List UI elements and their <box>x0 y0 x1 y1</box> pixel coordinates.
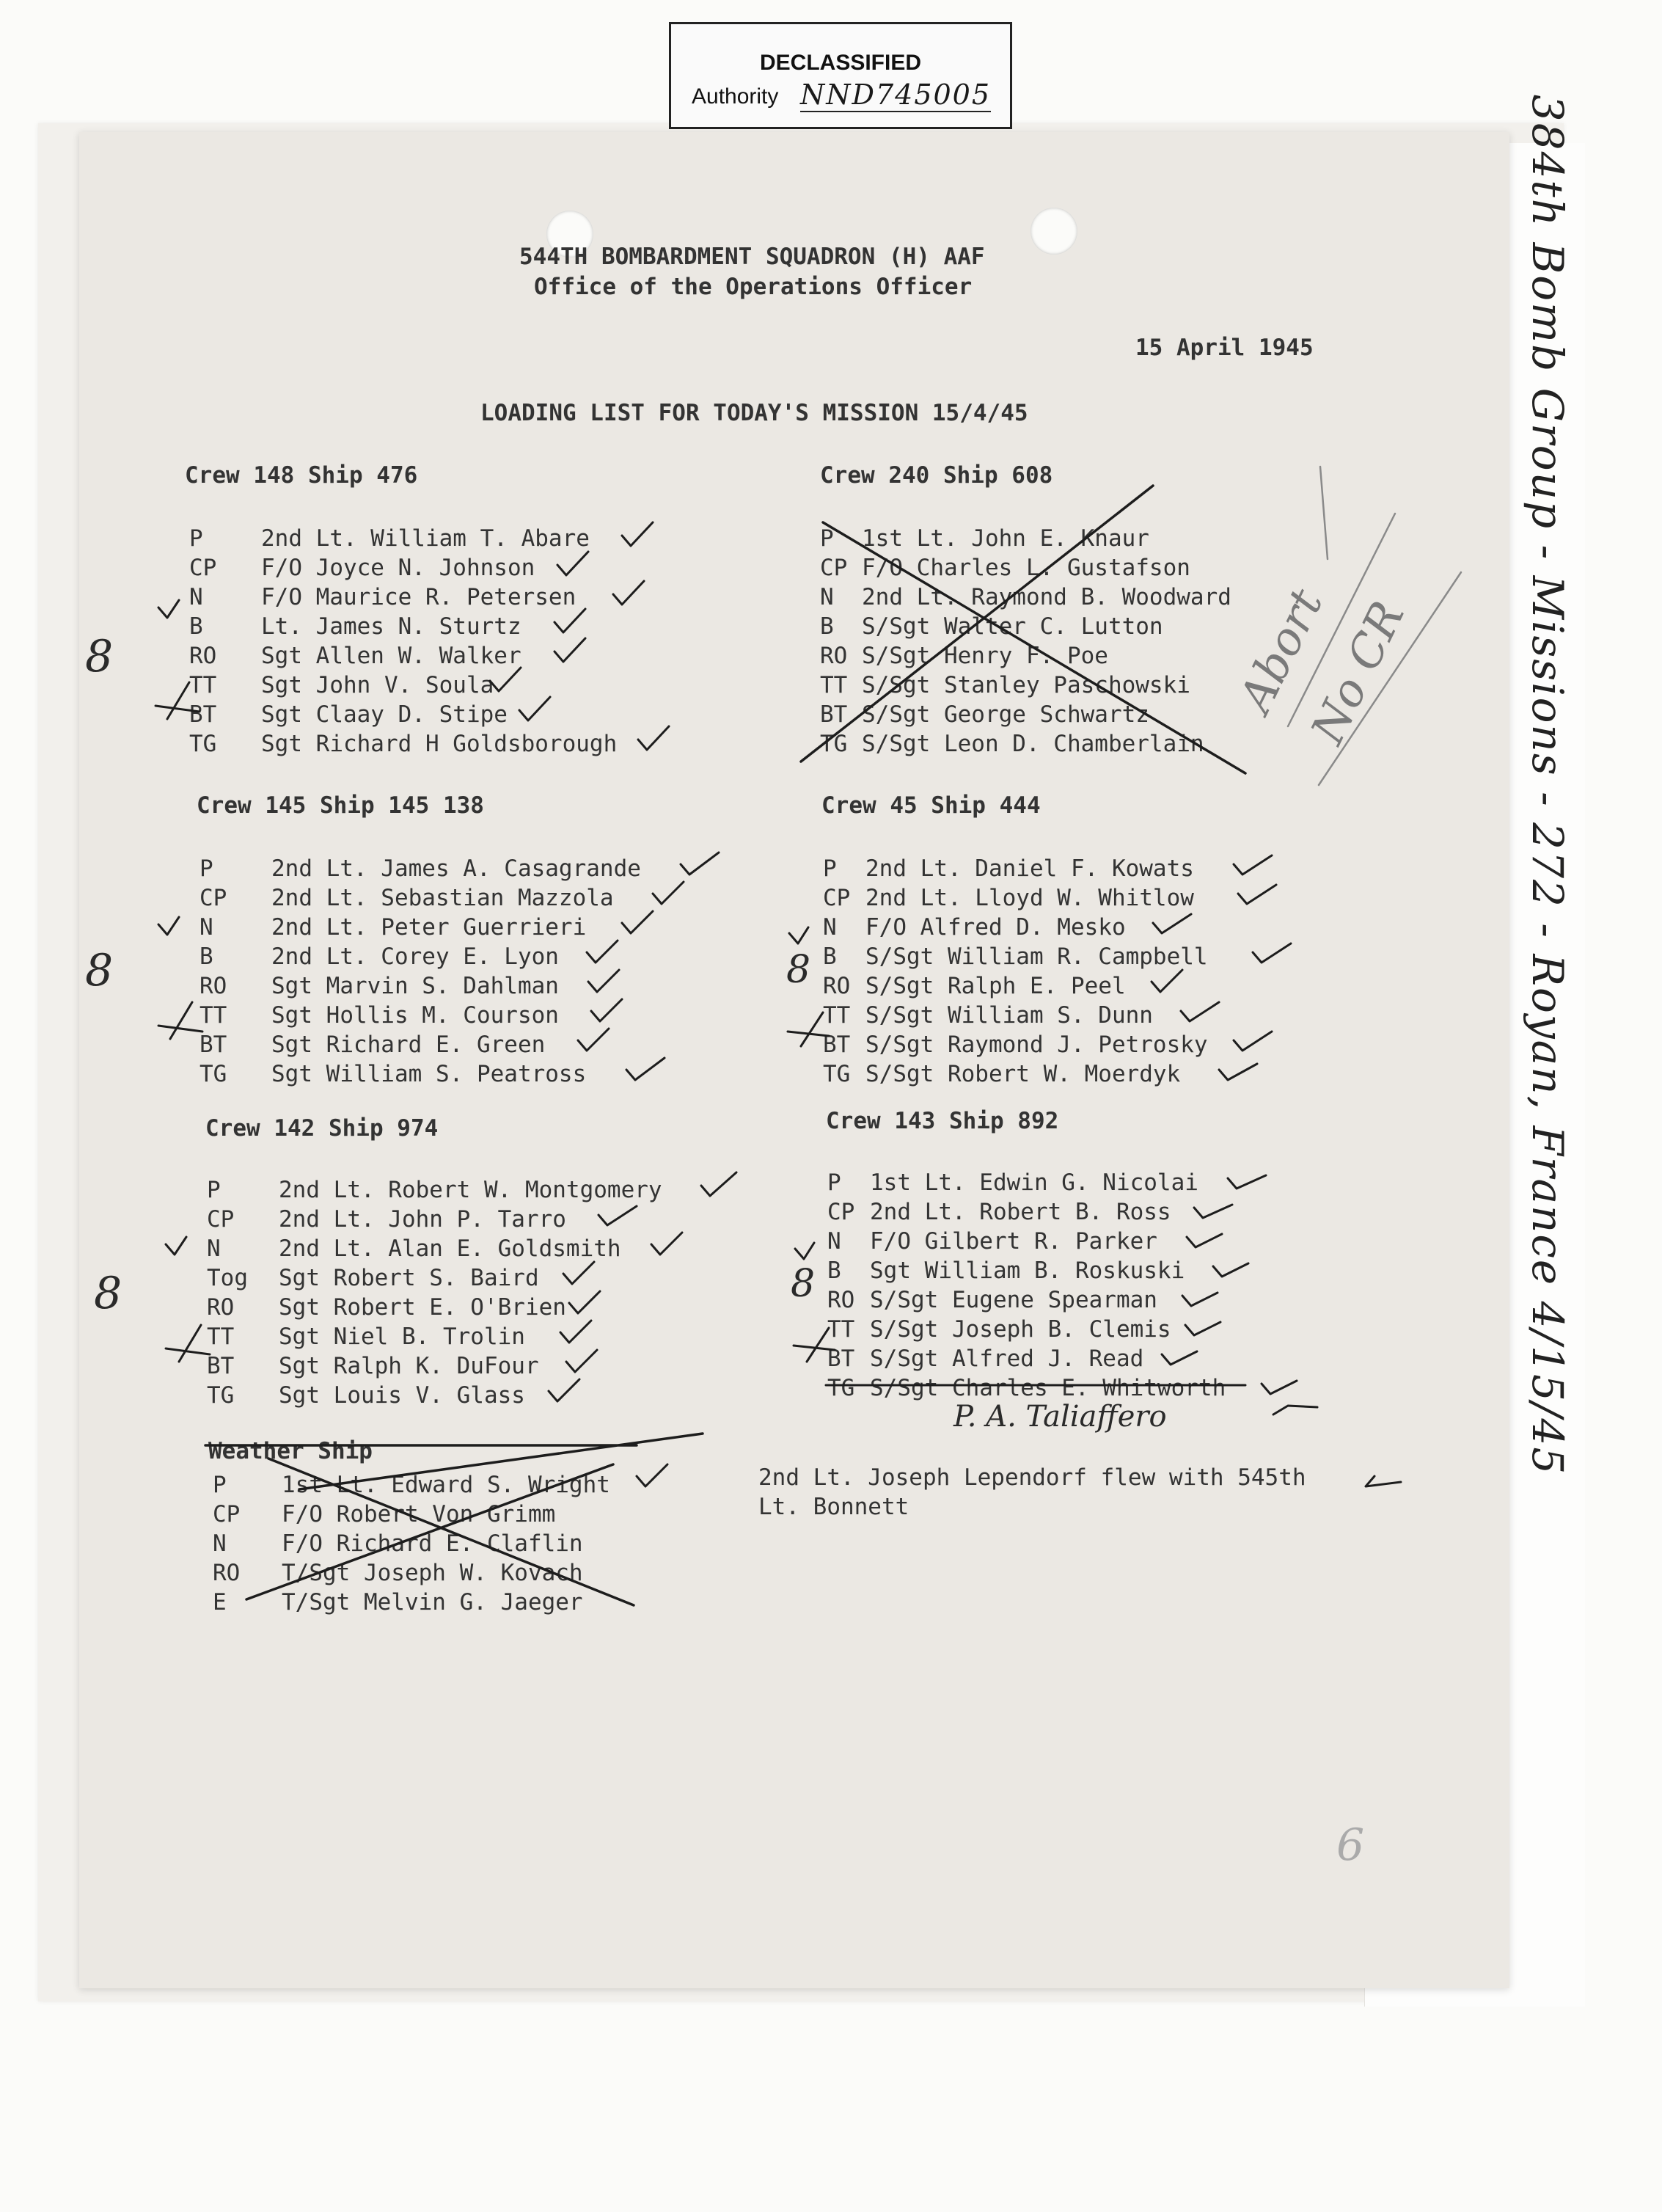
crew-position: TG <box>207 1382 235 1409</box>
crew-position: CP <box>199 885 227 911</box>
crew-member: S/Sgt William R. Campbell <box>865 943 1208 970</box>
crew-position: RO <box>823 973 851 999</box>
crew-position: N <box>207 1235 221 1262</box>
crew-member: S/Sgt Robert W. Moerdyk <box>865 1061 1181 1087</box>
crew-member: Sgt William S. Peatross <box>271 1061 587 1087</box>
crew-member: T/Sgt Joseph W. Kovach <box>282 1560 583 1586</box>
crew-position: CP <box>827 1199 855 1225</box>
count-eight: 8 <box>786 948 811 992</box>
crew-heading: Crew 240 Ship 608 <box>820 462 1053 489</box>
crew-heading: Crew 143 Ship 892 <box>826 1108 1059 1134</box>
crew-position: TG <box>823 1061 851 1087</box>
stamp-title: DECLASSIFIED <box>759 51 922 75</box>
loading-list-document <box>79 132 1509 1988</box>
crew-member: 1st Lt. Edward S. Wright <box>282 1472 610 1498</box>
crew-member: 2nd Lt. Alan E. Goldsmith <box>279 1235 621 1262</box>
crew-position: P <box>207 1177 221 1203</box>
crew-member: 2nd Lt. Robert W. Montgomery <box>279 1177 662 1203</box>
office-heading: Office of the Operations Officer <box>534 274 973 300</box>
crew-position: BT <box>199 1032 227 1058</box>
crew-position: P <box>189 525 203 552</box>
crew-member: S/Sgt Stanley Paschowski <box>862 672 1190 698</box>
crew-member: Sgt Claay D. Stipe <box>261 701 508 728</box>
unit-heading: 544TH BOMBARDMENT SQUADRON (H) AAF <box>519 244 985 270</box>
document-date: 15 April 1945 <box>1135 335 1314 361</box>
crew-position: P <box>213 1472 227 1498</box>
crew-heading: Crew 145 Ship 145 138 <box>197 792 484 819</box>
crew-position: CP <box>189 555 217 581</box>
crew-position: BT <box>820 701 848 728</box>
crew-position: TG <box>189 731 217 757</box>
crew-position: TT <box>189 672 217 698</box>
crew-member: Sgt Richard E. Green <box>271 1032 546 1058</box>
crew-member: Sgt Robert E. O'Brien <box>279 1294 566 1321</box>
abort-annotation: Abort <box>1228 580 1333 720</box>
crew-member: Lt. James N. Sturtz <box>261 613 521 640</box>
ink-marks <box>79 132 1509 1988</box>
crew-heading: Crew 148 Ship 476 <box>185 462 418 489</box>
declassified-stamp <box>669 22 1012 129</box>
crew-position: BT <box>827 1346 855 1372</box>
crew-member: F/O Charles L. Gustafson <box>862 555 1190 581</box>
crew-member: F/O Joyce N. Johnson <box>261 555 535 581</box>
crew-member: 2nd Lt. William T. Abare <box>261 525 590 552</box>
count-eight: 8 <box>94 1268 122 1319</box>
crew-position: N <box>189 584 203 610</box>
crew-member: Sgt Marvin S. Dahlman <box>271 973 559 999</box>
crew-member: F/O Robert Von Grimm <box>282 1501 556 1527</box>
crew-member: S/Sgt George Schwartz <box>862 701 1149 728</box>
crew-position: Tog <box>207 1265 248 1291</box>
crew-position: BT <box>823 1032 851 1058</box>
crew-member: Sgt Louis V. Glass <box>279 1382 525 1409</box>
crew-position: E <box>213 1589 227 1616</box>
crew-position: B <box>199 943 213 970</box>
crew-position: CP <box>207 1206 235 1233</box>
crew-member: 2nd Lt. Sebastian Mazzola <box>271 885 614 911</box>
stamp-authority-value: NND745005 <box>800 79 992 111</box>
crew-position: TT <box>823 1002 851 1029</box>
crew-member: F/O Alfred D. Mesko <box>865 914 1126 941</box>
crew-member: S/Sgt Alfred J. Read <box>870 1346 1144 1372</box>
no-cr-annotation: No CR <box>1300 593 1415 752</box>
crew-member: Sgt Hollis M. Courson <box>271 1002 559 1029</box>
crew-position: CP <box>820 555 848 581</box>
crew-position: CP <box>213 1501 241 1527</box>
crew-position: N <box>213 1530 227 1557</box>
crew-position: TT <box>827 1316 855 1343</box>
crew-member: F/O Maurice R. Petersen <box>261 584 576 610</box>
crew-member: 2nd Lt. Daniel F. Kowats <box>865 855 1194 882</box>
crew-position: P <box>820 525 834 552</box>
count-eight: 8 <box>791 1262 816 1306</box>
crew-member: Sgt John V. Soula <box>261 672 494 698</box>
crew-member: S/Sgt Ralph E. Peel <box>865 973 1126 999</box>
crew-member: F/O Gilbert R. Parker <box>870 1228 1157 1255</box>
crew-member: S/Sgt Raymond J. Petrosky <box>865 1032 1208 1058</box>
crew-member: 2nd Lt. John P. Tarro <box>279 1206 566 1233</box>
crew-member: Sgt Allen W. Walker <box>261 643 521 669</box>
crew-position: BT <box>207 1353 235 1379</box>
crew-member: Sgt Niel B. Trolin <box>279 1324 525 1350</box>
crew-position: B <box>820 613 834 640</box>
page-number-annotation: 6 <box>1336 1819 1365 1871</box>
crew-position: N <box>827 1228 841 1255</box>
crew-member: 1st Lt. John E. Knaur <box>862 525 1149 552</box>
crew-position: N <box>823 914 837 941</box>
crew-member: 1st Lt. Edwin G. Nicolai <box>870 1169 1198 1196</box>
crew-heading: Crew 45 Ship 444 <box>821 792 1041 819</box>
crew-member: S/Sgt Charles E. Whitworth <box>870 1375 1226 1401</box>
margin-note: 384th Bomb Group - Missions - 272 - Royan, France 4/15/45 <box>1523 94 1573 1476</box>
crew-member: Sgt Robert S. Baird <box>279 1265 539 1291</box>
crew-position: CP <box>823 885 851 911</box>
crew-position: B <box>823 943 837 970</box>
crew-member: Sgt William B. Roskuski <box>870 1258 1185 1284</box>
crew-member: F/O Richard E. Claflin <box>282 1530 583 1557</box>
crew-member: S/Sgt Henry F. Poe <box>862 643 1108 669</box>
crew-member: 2nd Lt. Corey E. Lyon <box>271 943 559 970</box>
crew-position: B <box>189 613 203 640</box>
crew-member: S/Sgt Joseph B. Clemis <box>870 1316 1171 1343</box>
count-eight: 8 <box>85 945 114 996</box>
crew-member: S/Sgt Eugene Spearman <box>870 1287 1157 1313</box>
crew-position: RO <box>827 1287 855 1313</box>
crew-position: N <box>820 584 834 610</box>
crew-member: 2nd Lt. Lloyd W. Whitlow <box>865 885 1194 911</box>
crew-member: Sgt Ralph K. DuFour <box>279 1353 539 1379</box>
crew-position: RO <box>207 1294 235 1321</box>
crew-member: 2nd Lt. Peter Guerrieri <box>271 914 587 941</box>
crew-position: N <box>199 914 213 941</box>
crew-position: TT <box>199 1002 227 1029</box>
document-title: LOADING LIST FOR TODAY'S MISSION 15/4/45 <box>480 400 1028 426</box>
crew-heading: Crew 142 Ship 974 <box>205 1115 439 1142</box>
crew-position: P <box>199 855 213 882</box>
crew-position: RO <box>199 973 227 999</box>
crew-member: 2nd Lt. Robert B. Ross <box>870 1199 1171 1225</box>
crew-member: 2nd Lt. James A. Casagrande <box>271 855 641 882</box>
stamp-authority-label: Authority <box>692 84 779 109</box>
crew-member: Sgt Richard H Goldsborough <box>261 731 618 757</box>
note-line: 2nd Lt. Joseph Lependorf flew with 545th <box>758 1464 1306 1491</box>
crew-position: P <box>823 855 837 882</box>
note-line: Lt. Bonnett <box>758 1494 909 1520</box>
crew-position: RO <box>213 1560 241 1586</box>
crew-position: P <box>827 1169 841 1196</box>
crew-position: RO <box>820 643 848 669</box>
crew-position: RO <box>189 643 217 669</box>
crew-position: TG <box>820 731 848 757</box>
count-eight: 8 <box>85 631 114 682</box>
crew-member: S/Sgt William S. Dunn <box>865 1002 1153 1029</box>
crew-position: BT <box>189 701 217 728</box>
replacement-name: P. A. Taliaffero <box>953 1400 1167 1434</box>
crew-member: T/Sgt Melvin G. Jaeger <box>282 1589 583 1616</box>
crew-position: TT <box>207 1324 235 1350</box>
crew-position: TG <box>827 1375 855 1401</box>
crew-member: S/Sgt Walter C. Lutton <box>862 613 1163 640</box>
crew-position: TT <box>820 672 848 698</box>
crew-position: TG <box>199 1061 227 1087</box>
crew-member: 2nd Lt. Raymond B. Woodward <box>862 584 1231 610</box>
weather-ship-heading: Weather Ship <box>208 1438 373 1464</box>
crew-member: S/Sgt Leon D. Chamberlain <box>862 731 1204 757</box>
crew-position: B <box>827 1258 841 1284</box>
